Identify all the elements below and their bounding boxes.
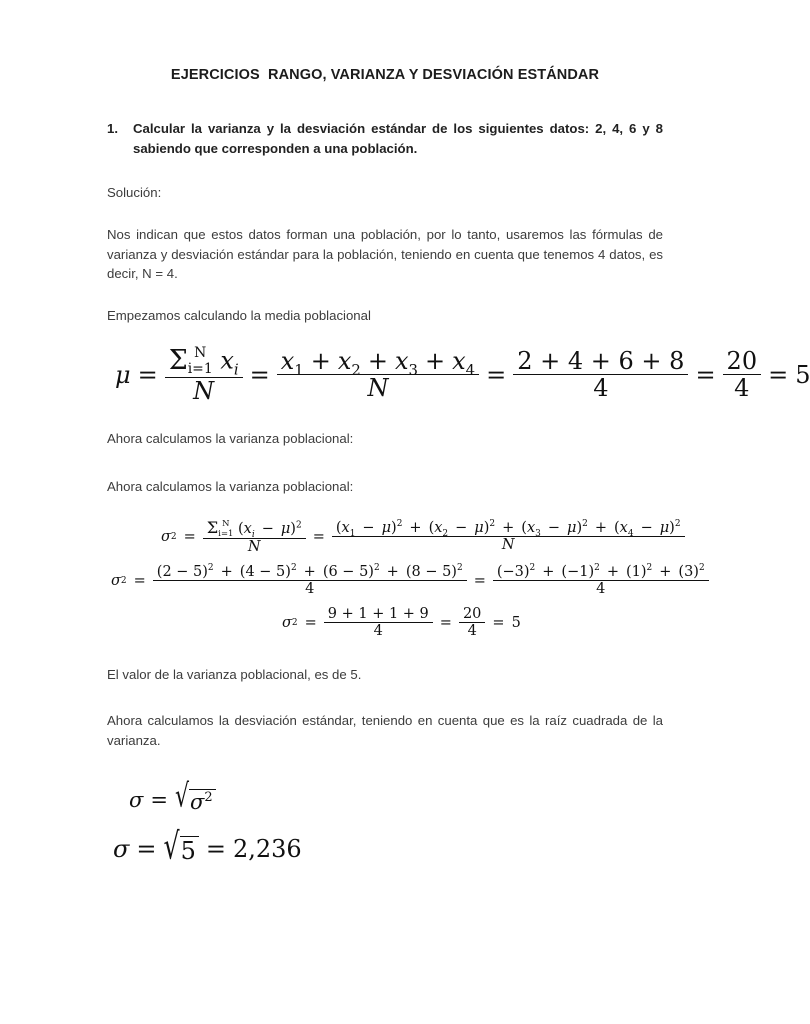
mu-4: μ: [659, 519, 670, 536]
variance-final-numerator: 20: [462, 605, 482, 622]
paren-close-3: ): [576, 519, 583, 536]
variance-term-variable: x: [243, 521, 252, 538]
equals-sign-sd1: =: [150, 788, 168, 813]
sigma-icon-2: Σ: [206, 518, 219, 538]
mu-symbol-v: μ: [280, 521, 291, 538]
mean-expanded-denominator: N: [277, 374, 479, 400]
sd-sigma-symbol-1: σ: [129, 788, 144, 813]
paren-open-4: (: [614, 519, 620, 536]
mean-fraction-numeric: [513, 347, 688, 403]
variance-term-exponent: 2: [295, 520, 302, 531]
equals-sign-v3: =: [133, 572, 146, 589]
variance-fraction-expanded: [332, 521, 685, 553]
mean-numeric-denominator: 4: [513, 374, 688, 400]
num-term-3: (6 − 5): [322, 563, 374, 580]
x-var-2: x: [434, 519, 443, 536]
population-intro-paragraph: Nos indican que estos datos forman una población, por lo tanto, usaremos las fórmulas de varianza y desviación estándar para la población, teniendo en cuenta que tenemos 4 datos, es decir, N = 4.: [107, 226, 663, 282]
variance-expanded-numerator: [332, 521, 685, 537]
x-var-4: x: [619, 519, 628, 536]
mean-sum-denominator: N: [165, 377, 243, 403]
radicand-2: 5: [180, 836, 199, 863]
minus-4: −: [640, 519, 653, 536]
x-term-4: x: [452, 347, 466, 376]
x-sub-1: 1: [294, 360, 304, 379]
exercise-text: Calcular la varianza y la desviación estándar de los siguientes datos: 2, 4, 6 y 8 sabiendo que corresponden a una población.: [133, 121, 663, 156]
summation-limits-variance: [218, 519, 233, 538]
variance-sum-numerator: [203, 519, 306, 539]
variance-term-index: i: [251, 529, 255, 540]
equals-sign-v4: =: [473, 572, 486, 589]
mean-reduced-denominator: 4: [723, 374, 762, 400]
mean-sum-index: i: [233, 360, 239, 379]
exercise-number: 1.: [107, 121, 118, 136]
mu-1: μ: [381, 519, 392, 536]
x-var-sub-3: 3: [535, 528, 541, 539]
simp-term-1: (−3): [496, 563, 530, 580]
summation-lower-limit-v: i=1: [218, 527, 234, 538]
simp-exp-3: 2: [646, 563, 653, 574]
exp-2: 2: [489, 519, 496, 530]
square-root-1: [174, 779, 216, 816]
summation-operator-variance: [207, 519, 234, 538]
x-term-3: x: [395, 347, 409, 376]
mean-intro-paragraph: Empezamos calculando la media poblacional: [107, 308, 371, 324]
equals-sign-2: =: [249, 360, 270, 389]
simp-term-2: (−1): [561, 563, 595, 580]
x-var-sub-4: 4: [627, 528, 634, 539]
minus-sign-v: −: [261, 521, 274, 538]
simp-exp-2: 2: [594, 563, 600, 574]
plus-n-2: +: [303, 563, 316, 580]
plus-sign-3: +: [425, 347, 446, 376]
radicand-exponent: 2: [204, 790, 213, 806]
mean-sum-numerator: [165, 346, 243, 377]
paren-open-1: (: [335, 519, 342, 536]
x-term-2: x: [337, 347, 352, 376]
x-var-sub-2: 2: [442, 528, 449, 539]
variance-fraction-numeric: [153, 565, 467, 597]
equals-sign-sd2: =: [136, 835, 157, 864]
x-sub-2: 2: [351, 360, 361, 379]
plus-s-3: +: [659, 563, 672, 580]
variance-sumvalues-denominator: 4: [324, 622, 433, 639]
minus-3: −: [547, 519, 561, 536]
variance-fraction-simplified: [493, 565, 709, 597]
paren-close-v: ): [290, 521, 296, 538]
sigma-icon: Σ: [168, 344, 188, 376]
exp-4: 2: [674, 519, 681, 530]
exp-3: 2: [582, 519, 588, 530]
equals-sign-sd3: =: [205, 835, 226, 864]
variance-result-paragraph: El valor de la varianza poblacional, es de 5.: [107, 666, 362, 682]
summation-upper-limit: N: [194, 345, 207, 362]
sigma-symbol-2: σ: [111, 572, 121, 589]
num-exp-2: 2: [290, 563, 297, 574]
paren-open-2: (: [428, 519, 435, 536]
mean-symbol: μ: [115, 360, 131, 389]
solution-label: Solución:: [107, 185, 162, 201]
minus-1: −: [362, 519, 375, 536]
num-term-2: (4 − 5): [239, 563, 291, 580]
radicand-sigma: σ: [190, 790, 205, 815]
sd-result: 2,236: [232, 835, 302, 864]
plus-v-3: +: [594, 519, 607, 536]
paren-close-4: ): [669, 519, 675, 536]
plus-n-3: +: [386, 563, 399, 580]
mean-fraction-reduced: [723, 347, 762, 403]
variance-intro-paragraph-1: Ahora calculamos la varianza poblacional:: [107, 431, 354, 447]
document-content: [107, 0, 810, 868]
num-exp-1: 2: [207, 563, 214, 574]
summation-operator: [169, 346, 213, 376]
paren-open-3: (: [521, 519, 527, 536]
variance-intro-paragraph-2: Ahora calculamos la varianza poblacional:: [107, 479, 354, 495]
summation-upper-limit-v: N: [222, 517, 230, 528]
plus-sign-2: +: [367, 347, 388, 376]
x-term-1: x: [280, 347, 295, 376]
variance-result: 5: [511, 614, 521, 631]
simp-term-3: (1): [626, 563, 647, 580]
mu-2: μ: [474, 519, 484, 536]
paren-close-1: ): [391, 519, 397, 536]
variance-fraction-sum: [203, 519, 306, 555]
plus-s-1: +: [542, 563, 555, 580]
variance-sumvalues-numerator: 9 + 1 + 1 + 9: [327, 605, 429, 622]
page-title: EJERCICIOS RANGO, VARIANZA Y DESVIACIÓN ESTÁNDAR: [170, 67, 600, 83]
plus-v-1: +: [409, 519, 422, 536]
variance-simplified-numerator: [493, 565, 709, 581]
equation-mean: [115, 344, 810, 406]
equation-variance-row2: σ 2 = $\frac{(2 - 5)^2 + (4 - 5)^2 + (6 - 5)^2 + (8 - 5)^2}{4}$ = $\frac{(-3)^2 + (-1)^2 + (1)^2 + (3)^2}{4}$: [111, 565, 663, 597]
mu-3: μ: [567, 519, 577, 536]
mean-fraction-sum: [165, 344, 243, 406]
square-root-2: [163, 825, 199, 868]
x-sub-3: 3: [408, 360, 419, 379]
variance-sum-denominator: N: [203, 538, 306, 555]
exp-1: 2: [396, 519, 403, 530]
plus-s-2: +: [606, 563, 619, 580]
plus-sign-1: +: [310, 347, 331, 376]
num-term-4: (8 − 5): [405, 563, 457, 580]
mean-fraction-expanded: [277, 347, 479, 403]
radical-sign-icon-1: √: [174, 779, 190, 816]
equals-sign-v5: =: [304, 614, 317, 631]
variance-simplified-denominator: 4: [493, 580, 709, 597]
minus-2: −: [455, 519, 468, 536]
simp-term-4: (3): [678, 563, 699, 580]
paren-open-v: (: [237, 521, 244, 538]
radicand-1: [189, 789, 216, 813]
equation-sd-row2: [113, 825, 663, 868]
radical-sign-icon-2: √: [163, 825, 180, 868]
mean-sum-variable: x: [220, 346, 234, 375]
summation-limits: [188, 346, 213, 376]
variance-expanded-denominator: N: [332, 536, 685, 553]
num-term-1: (2 − 5): [156, 563, 208, 580]
equals-sign-v7: =: [492, 614, 505, 631]
equation-sd-row1: [129, 779, 663, 816]
equals-sign: =: [137, 360, 158, 389]
sd-sigma-symbol-2: σ: [113, 835, 130, 864]
mean-reduced-numerator: 20: [726, 347, 758, 376]
x-var-3: x: [526, 519, 536, 536]
simp-exp-1: 2: [529, 563, 536, 574]
summation-lower-limit: i=1: [187, 360, 213, 377]
variance-fraction-final: [459, 607, 485, 639]
variance-final-denominator: 4: [459, 622, 485, 639]
equals-sign-5: =: [768, 360, 789, 389]
x-var-sub-1: 1: [349, 528, 356, 539]
x-var-1: x: [341, 519, 350, 536]
exercise-item-1: [107, 119, 663, 158]
sd-intro-paragraph: Ahora calculamos la desviación estándar, teniendo en cuenta que es la raíz cuadrada de la varianza.: [107, 712, 663, 748]
mean-expanded-numerator: [277, 347, 479, 379]
equals-sign-4: =: [695, 360, 716, 389]
num-exp-3: 2: [373, 563, 380, 574]
plus-v-2: +: [502, 519, 515, 536]
x-sub-4: 4: [465, 360, 476, 379]
equation-variance-row1: σ 2 = Σ N i=1 $(x_i - \mu)^2$ N = $\frac{(x_1 - \mu)^2 + (x_2 - \mu)^2 + (x_3 - \mu)^2 + (x_4 - \mu)^2}{N}$: [161, 519, 663, 555]
plus-n-1: +: [220, 563, 233, 580]
variance-numeric-denominator: 4: [153, 580, 467, 597]
mean-result: 5: [795, 360, 810, 389]
equals-sign-v6: =: [439, 614, 452, 631]
sigma-symbol-3: σ: [282, 614, 292, 631]
variance-numeric-numerator: [153, 565, 467, 581]
mean-numeric-numerator: 2 + 4 + 6 + 8: [517, 347, 685, 376]
equals-sign-3: =: [486, 360, 507, 389]
num-exp-4: 2: [456, 563, 463, 574]
simp-exp-4: 2: [698, 563, 705, 574]
sigma-symbol-1: σ: [161, 528, 171, 545]
equals-sign-v1: =: [183, 528, 196, 545]
equation-variance-row3: σ 2 = $\frac{9 + 1 + 1 + 9}{4}$ = $\frac{20}{4}$ = 5: [282, 605, 521, 640]
equals-sign-v2: =: [312, 528, 325, 545]
paren-close-2: ): [483, 519, 490, 536]
variance-fraction-sumvalues: [324, 607, 433, 639]
